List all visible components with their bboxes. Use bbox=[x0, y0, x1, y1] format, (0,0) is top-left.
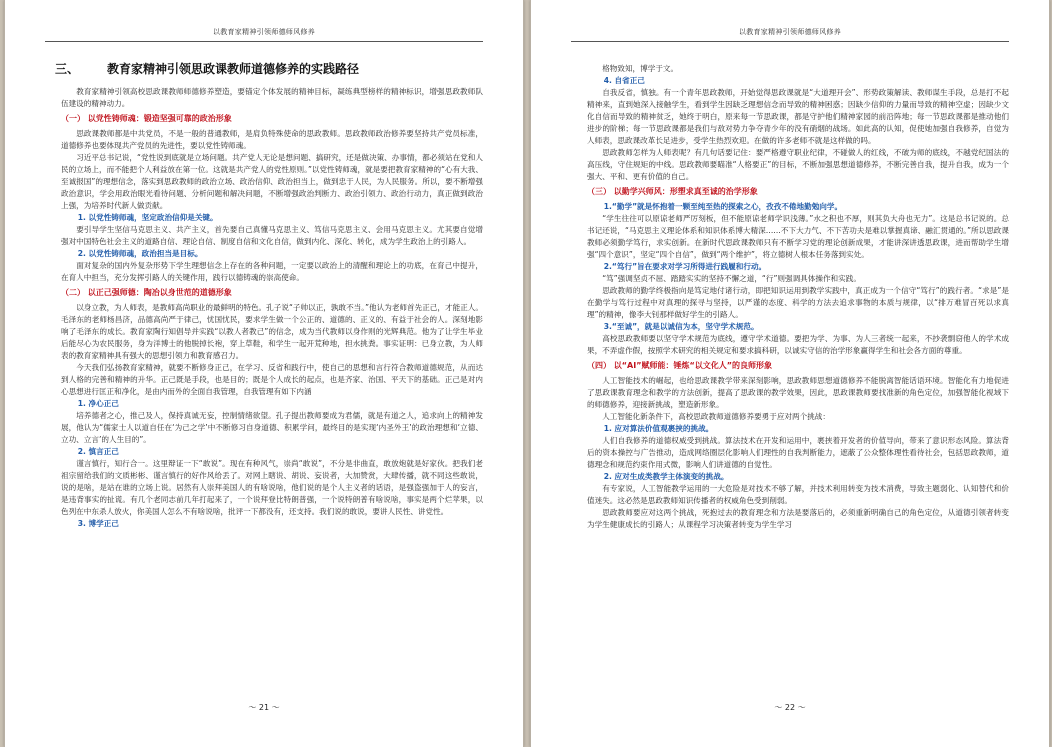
paragraph: 人们自我修养的道德权威受到挑战。算法技术在开发和运用中，裹挟着开发者的价值导向，带来了意识形态风险。算法背后的资本操控与广告推动，造成网络圈层化影响人们理性的自我判断能力，遮蔽了公众整体理性看待社会，包括思政教师，道德理念和规范约束作用式微，影响人们讲道德的自觉性。 bbox=[587, 436, 1009, 469]
paragraph: 有专家说，人工智能教学运用的一大危险是对技术不够了解，并技术利用转变为技术消费，导致主题弱化、认知替代和价值迷失。这必然是思政教师知识传播者的权威角色受到削弱。 bbox=[587, 484, 1009, 505]
paragraph: 今天我们弘扬教育家精神，就要不断修身正己，在学习、反省和践行中，使自己的思想和言行符合教师道德规范，从而达到人格的完善和精神的升华。正己既是手段，也是目的；既是个人成长的起点，也是齐家、治国、平天下的基础。正己是对内心思想进行匡正和净化，是由内而外的全面自我管理，自我管理有如下内涵 bbox=[61, 363, 483, 396]
running-header: 以教育家精神引领师德师风修养 bbox=[571, 22, 1009, 42]
paragraph: 人工智能技术的崛起，也给思政课教学带来深刻影响，思政教师思想道德修养不能脱离智能话语环境。智能化有力地促进了思政课教育理念和教学的方法创新，提高了思政课的教学效果，因此，思政课教师要找准新的角色定位，加强智能化视域下的师德修养，迎接新挑战，塑造新形象。 bbox=[587, 376, 1009, 409]
section-title: 教育家精神引领思政课教师道德修养的实践路径 bbox=[107, 62, 360, 76]
point-heading: 1.“勤学”就是怀抱着一颗至纯至热的探索之心，孜孜不倦地勤勉向学。 bbox=[603, 202, 843, 211]
page-left bbox=[4, 0, 524, 747]
subsection-heading: （三） 以勤学兴师风：形塑求真至诚的治学形象 bbox=[587, 187, 758, 196]
paragraph: 人工智能化新条件下，高校思政教师道德修养要勇于应对两个挑战： bbox=[602, 412, 830, 421]
running-header: 以教育家精神引领师德师风修养 bbox=[45, 22, 483, 42]
page-content bbox=[587, 63, 1009, 531]
paragraph: 面对复杂的国内外复杂形势下学生理想信念上存在的各种问题，一定要以政治上的清醒和理论上的功底，在育己中提升，在育人中担当，充分发挥引路人的关键作用，践行以德铸魂的崇高使命。 bbox=[61, 261, 483, 282]
paragraph: 培养德者之心，推己及人，保持真诚无妄，控制情绪欲望。孔子提出教师要成为君儒，就是有道之人，追求向上的精神发展，他认为“儒家士人以道自任在‘为己之学’中不断修习自身道德、积累学问，最终目的是实现‘内圣外王’的政治理想和‘立德、立功、立言’的人生目的”。 bbox=[61, 411, 483, 444]
paragraph: 自我反省，慎独。有一个青年思政教师，开始觉得思政课就是“大道理开会”、形势政策解读、教师谋生手段，总是打不起精神来，直到她深入接触学生，看到学生因缺乏理想信念而导致的精神困惑；因缺少信仰的力量而导致的精神空虚；因缺少文化自信而导致的精神贫乏，她终于明白，原来每一节思政课，都是守护他们精神家园的前沿阵地；每一节思政课都是推动他们进步的阶梯；每一节思政课都是我们与敌对势力争夺青少年的没有硝烟的战场。如此高的认知，促使她加强自我修养，自觉为人师表，思政课改革长足进步，受学生热烈欢迎。在做的许多老师不就是这样做的吗。 bbox=[587, 88, 1009, 145]
page-content bbox=[55, 60, 483, 530]
page-number: ～ 21 ～ bbox=[248, 703, 280, 712]
paragraph: 思政教师怎样为人师表呢？有几句话要记住：要严格遵守职业纪律，不碰做人的红线，不破为师的底线，不越党纪国法的高压线，守住规矩的中线。思政教师要瞄准“人格要正”的目标，不断加强思想道德修养，不断完善自我，提升自我，成为一个强大、平和、更有价值的自己。 bbox=[587, 148, 1009, 181]
paragraph: “笃”强调坚贞不屈、踏踏实实的坚持不懈之道，“行”则强调具体操作和实践。 bbox=[602, 274, 861, 283]
point-heading: 4. 自省正己 bbox=[603, 76, 645, 85]
point-heading: 2. 应对生成类教学主体演变的挑战。 bbox=[603, 472, 729, 481]
subsection-heading: （一） 以党性铸师魂：锻造坚强可靠的政治形象 bbox=[61, 114, 232, 123]
point-heading: 1. 应对算法价值观裹挟的挑战。 bbox=[603, 424, 714, 433]
paragraph: 思政课教师都是中共党员，不是一般的普通教师，是肩负特殊使命的思政教师。思政教师政治修养要坚持共产党员标准，道德修养也要体现共产党员的先进性，要以党性铸师魂。 bbox=[61, 129, 483, 150]
subsection-heading: （四） 以“AI”赋师能：锤炼“以文化人”的良师形象 bbox=[587, 361, 772, 370]
point-heading: 2.“笃行”旨在要求对学习所得进行践履和行动。 bbox=[603, 262, 767, 271]
section-number: 三、 bbox=[55, 62, 80, 76]
paragraph: 思政教师的勤学终极指向是笃定地付诸行动，即把知识运用到教学实践中，真正成为一个信守“笃行”的践行者。“求是”是在勤学与笃行过程中对真理的探寻与坚持，以严谨的态度、科学的方法去追求事物的本质与规律，以“排万难冒百死以求真理”的精神，像李大钊那样做好学生的引路人。 bbox=[587, 286, 1009, 319]
page-number: ～ 22 ～ bbox=[774, 703, 806, 712]
paragraph: 高校思政教师要以坚守学术规范为底线，遵守学术道德。要把为学、为事、为人三者统一起来，不抄袭剽窃他人的学术成果，不弄虚作假，按照学术研究的相关规定和要求搞科研，以诚实守信的治学形象赢得学生和社会各方面的尊重。 bbox=[587, 334, 1009, 355]
point-heading: 2. 慎言正己 bbox=[77, 447, 119, 456]
point-heading: 1. 以党性铸师魂，坚定政治信仰是关键。 bbox=[77, 213, 218, 222]
paragraph: 教育家精神引领高校思政课教师师德修养塑造，要锚定个体发展的精神目标，凝练典型榜样的精神标识，增强思政教师队伍建设的精神动力。 bbox=[61, 87, 483, 108]
point-heading: 3.“至诚”，就是以诚信为本，坚守学术规范。 bbox=[603, 322, 759, 331]
paragraph: 要引导学生坚信马克思主义、共产主义，首先要自己真懂马克思主义、笃信马克思主义、会用马克思主义。尤其要自觉增强对中国特色社会主义的道路自信、理论自信、制度自信和文化自信，做到内化、深化、转化，成为学生政治上的引路人。 bbox=[61, 225, 483, 246]
section-heading bbox=[55, 60, 483, 78]
paragraph: 格物致知，博学于文。 bbox=[602, 64, 679, 73]
paragraph: 习近平总书记说，“党性说到底就是立场问题。共产党人无论是想问题、搞研究，还是做决策、办事情，都必须站在党和人民的立场上，而不能把个人利益放在第一位。这就是共产党人的党性原则。”以党性铸师魂，就是要把教育家精神的“心有大我、至诚报国”的理想信念，落实到思政教师的政治立场、政治信仰、政治担当上，做到忠于人民，为人民服务。所以，要不断增强政治意识，学会用政治眼光看待问题、分析问题和解决问题，不断增强政治判断力、政治引领力、政治行动力，真正做到政治上强，为培养时代新人做贡献。 bbox=[61, 153, 483, 210]
point-heading: 1. 净心正己 bbox=[77, 399, 119, 408]
paragraph: 思政教师要应对这两个挑战，死抱过去的教育理念和方法是要落后的，必须重新明确自己的角色定位，从道德引领者转变为学生健康成长的引路人；从课程学习决策者转变为学生学习 bbox=[587, 508, 1009, 529]
paragraph: 以身立教，为人师表，是教师高尚职业的最鲜明的特色。孔子说“子帅以正，孰敢不当。”他认为老师首先正己，才能正人。毛泽东的老师杨昌济，品德高尚严于律己，忧国忧民，要求学生做一个公正的、道德的、正义的、有益于社会的人。深刻地影响了毛泽东的成长。教育家陶行知倡导并实践“以教人者教己”的信念，成为当代教师以身作则的光辉典范。他为了让学生毕业后能尽心为农民服务，身为洋博士的他脱掉长袍，穿上草鞋，和学生一起开荒种地，担水挑粪。事实证明：已身立教，为人师表的教育家精神具有强大的思想引领力和教育感召力。 bbox=[61, 303, 483, 360]
point-heading: 3. 博学正己 bbox=[77, 519, 119, 528]
page-right bbox=[530, 0, 1050, 747]
subsection-heading: （二） 以正己强师德：陶冶以身世范的道德形象 bbox=[61, 288, 232, 297]
paragraph: 谨言慎行，知行合一。这里辩证一下“敢说”。现在有种风气，崇尚“敢说”，不分是非曲直，敢放炮就是好家伙。把我们老祖宗留给我们的文质彬彬、谨言慎行的好作风给丢了。对网上瞎说、胡说、妄说者，大加赞赏，大肆传播，就不同这些敢说，说的是啥，是站在谁的立场上说。居然有人崇拜美国人的有啥说啥，他们说的是个人主义者的话语，是强盗强加于人的妄言，是违背事实的扯谎。有几个老同志前几年打起来了，一个说拜登比特朗普强，一个说特朗普有啥说啥，事实是两个烂苹果，以色列在中东杀人放火，你美国人怎么不有啥说啥，批评一下都没有，还支持。我们说的敢说，要讲人民性、讲党性。 bbox=[61, 459, 483, 516]
paragraph: “学生往往可以原谅老师严厉刻板，但不能原谅老师学识浅薄。”水之积也不厚，则其负大舟也无力”。这是总书记说的。总书记还说，“马克思主义理论体系和知识体系博大精深……不下大力气、不下苦功夫是难以掌握真谛、融汇贯通的。”所以思政课教师必须勤学笃行，求实创新。在新时代思政课教师只有不断学习党的理论创新成果，才能讲深讲透思政课，进而帮助学生增强“四个意识”，坚定“四个自信”，做到“两个维护”，将立德树人根本任务落到实处。 bbox=[587, 214, 1009, 259]
point-heading: 2. 以党性铸师魂，政治担当是目标。 bbox=[77, 249, 203, 258]
